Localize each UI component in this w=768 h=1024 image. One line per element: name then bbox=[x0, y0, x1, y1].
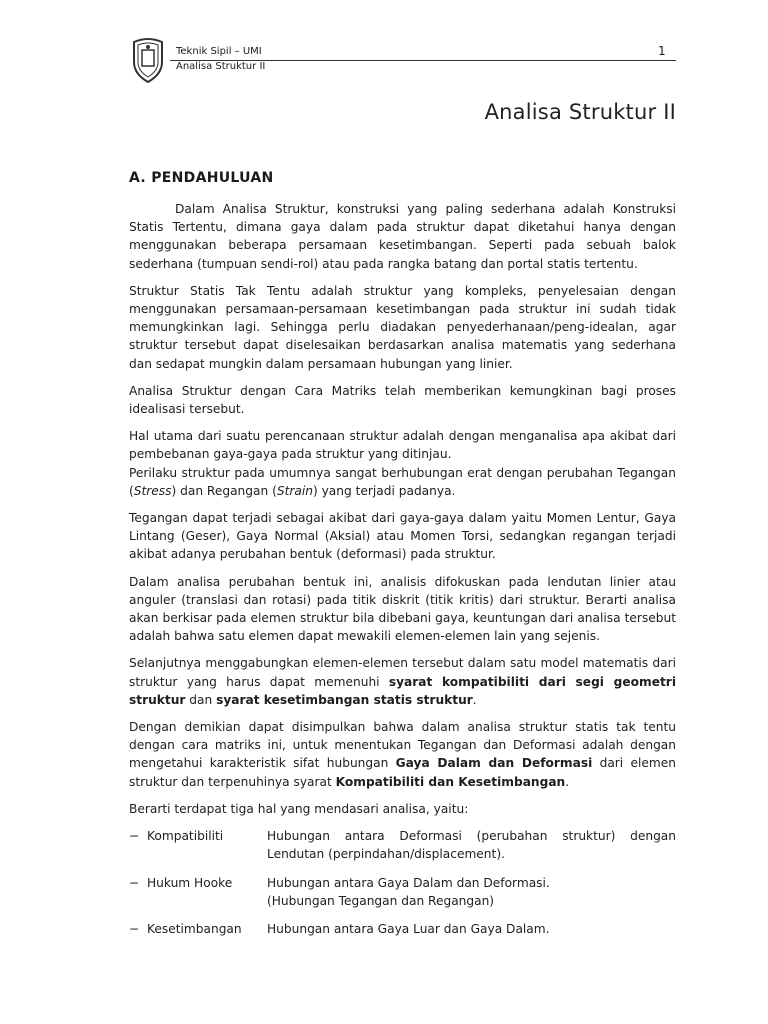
p9-text-c: dari elemen struktur dan terpenuhinya syarat bbox=[129, 756, 676, 789]
p8-bold-1: syarat kompatibiliti dari segi geometri struktur bbox=[129, 674, 676, 707]
section-letter: A. bbox=[129, 170, 147, 186]
p5-text-a: Perilaku struktur pada umumnya sangat berhubungan erat dengan perubahan Tegangan ( bbox=[129, 465, 676, 498]
paragraph-10: Berarti terdapat tiga hal yang mendasari analisa, yaitu: bbox=[129, 801, 469, 816]
p9-text-a: Dengan demikian dapat disimpulkan bahwa dalam analisa struktur statis tak tentu dengan cara matriks ini, untuk menentukan Tegangan dan Deformasi adalah dengan mengetahui karakteristik sifat hubungan bbox=[129, 720, 676, 771]
p9-bold-1: Gaya Dalam dan Deformasi bbox=[395, 756, 593, 771]
page-number: 1 bbox=[658, 44, 666, 58]
definition-item bbox=[129, 874, 676, 910]
p9-text-d: . bbox=[565, 774, 570, 789]
definition-term: Kesetimbangan bbox=[147, 921, 242, 936]
paragraph-6: Tegangan dapat terjadi sebagai akibat dari gaya-gaya dalam yaitu Momen Lentur, Gaya Lintang (Geser), Gaya Normal (Aksial) atau Momen Torsi, sedangkan regangan terjadi akibat adanya perubahan bentuk (deformasi) pada struktur. bbox=[129, 511, 676, 562]
definition-desc: Hubungan antara Gaya Luar dan Gaya Dalam. bbox=[267, 921, 550, 936]
page-title: Analisa Struktur II bbox=[484, 100, 676, 124]
dash-bullet: − bbox=[129, 921, 140, 936]
definition-desc bbox=[267, 874, 676, 910]
paragraph-2: Struktur Statis Tak Tentu adalah struktur yang kompleks, penyelesaian dengan menggunakan persamaan-persamaan kesetimbangan pada struktur ini sudah tidak memungkinkan lagi. Sehingga perlu diadakan penyederhanaan/peng-idealan, agar struktur tersebut dapat diselesaikan berdasarkan analisa matematis yang sederhana dan sedapat mungkin dalam persamaan hubungan yang linier. bbox=[129, 283, 676, 371]
header-course: Teknik Sipil – UMI bbox=[176, 46, 262, 57]
p5-text-b: ) dan Regangan ( bbox=[171, 483, 277, 498]
p8-bold-2: syarat kesetimbangan statis struktur bbox=[216, 692, 473, 707]
definition-desc: Hubungan antara Deformasi (perubahan struktur) dengan Lendutan (perpindahan/displacement). bbox=[267, 829, 676, 862]
stress-term: Stress bbox=[133, 483, 172, 498]
dash-bullet: − bbox=[129, 829, 140, 844]
definition-desc-line2: (Hubungan Tegangan dan Regangan) bbox=[267, 893, 495, 908]
paragraph-3: Analisa Struktur dengan Cara Matriks telah memberikan kemungkinan bagi proses idealisasi tersebut. bbox=[129, 383, 676, 417]
paragraph-4: Hal utama dari suatu perencanaan struktur adalah dengan menganalisa apa akibat dari pembebanan gaya-gaya pada struktur yang ditinjau. bbox=[129, 429, 676, 462]
section-title: PENDAHULUAN bbox=[151, 170, 274, 186]
header-subject: Analisa Struktur II bbox=[176, 61, 266, 72]
p8-text-a: Selanjutnya menggabungkan elemen-elemen tersebut dalam satu model matematis dari struktur yang harus dapat memenuhi bbox=[129, 656, 676, 689]
definition-term: Kompatibiliti bbox=[147, 829, 224, 844]
definition-list bbox=[129, 827, 676, 938]
p8-text-d: . bbox=[472, 692, 477, 707]
university-logo-icon bbox=[128, 36, 168, 84]
paragraph-7: Dalam analisa perubahan bentuk ini, analisis difokuskan pada lendutan linier atau anguler (translasi dan rotasi) pada titik diskrit (titik kritis) dari struktur. Berarti analisa akan berkisar pada elemen struktur bila dibebani gaya, keuntungan dari analisa tersebut adalah bahwa satu elemen dapat mewakili elemen-elemen lain yang sejenis. bbox=[129, 574, 676, 644]
definition-item bbox=[129, 827, 676, 863]
section-heading bbox=[129, 170, 274, 186]
paragraph-8 bbox=[129, 654, 676, 709]
definition-item bbox=[129, 920, 676, 938]
paragraph-9 bbox=[129, 718, 676, 791]
definition-term: Hukum Hooke bbox=[147, 875, 233, 890]
definition-desc-line1: Hubungan antara Gaya Dalam dan Deformasi. bbox=[267, 875, 550, 890]
dash-bullet: − bbox=[129, 875, 140, 890]
paragraph-5 bbox=[129, 464, 676, 500]
p5-text-c: ) yang terjadi padanya. bbox=[312, 483, 456, 498]
strain-term: Strain bbox=[276, 483, 313, 498]
paragraph-1: Dalam Analisa Struktur, konstruksi yang paling sederhana adalah Konstruksi Statis Tertentu, dimana gaya dalam pada struktur dapat diketahui hanya dengan menggunakan beberapa persamaan kesetimbangan. Seperti pada sebuah balok sederhana (tumpuan sendi-rol) atau pada rangka batang dan portal statis tertentu. bbox=[129, 202, 676, 271]
body-text bbox=[129, 200, 676, 948]
p8-text-c: dan bbox=[185, 692, 217, 707]
p9-bold-2: Kompatibiliti dan Kesetimbangan bbox=[335, 774, 566, 789]
